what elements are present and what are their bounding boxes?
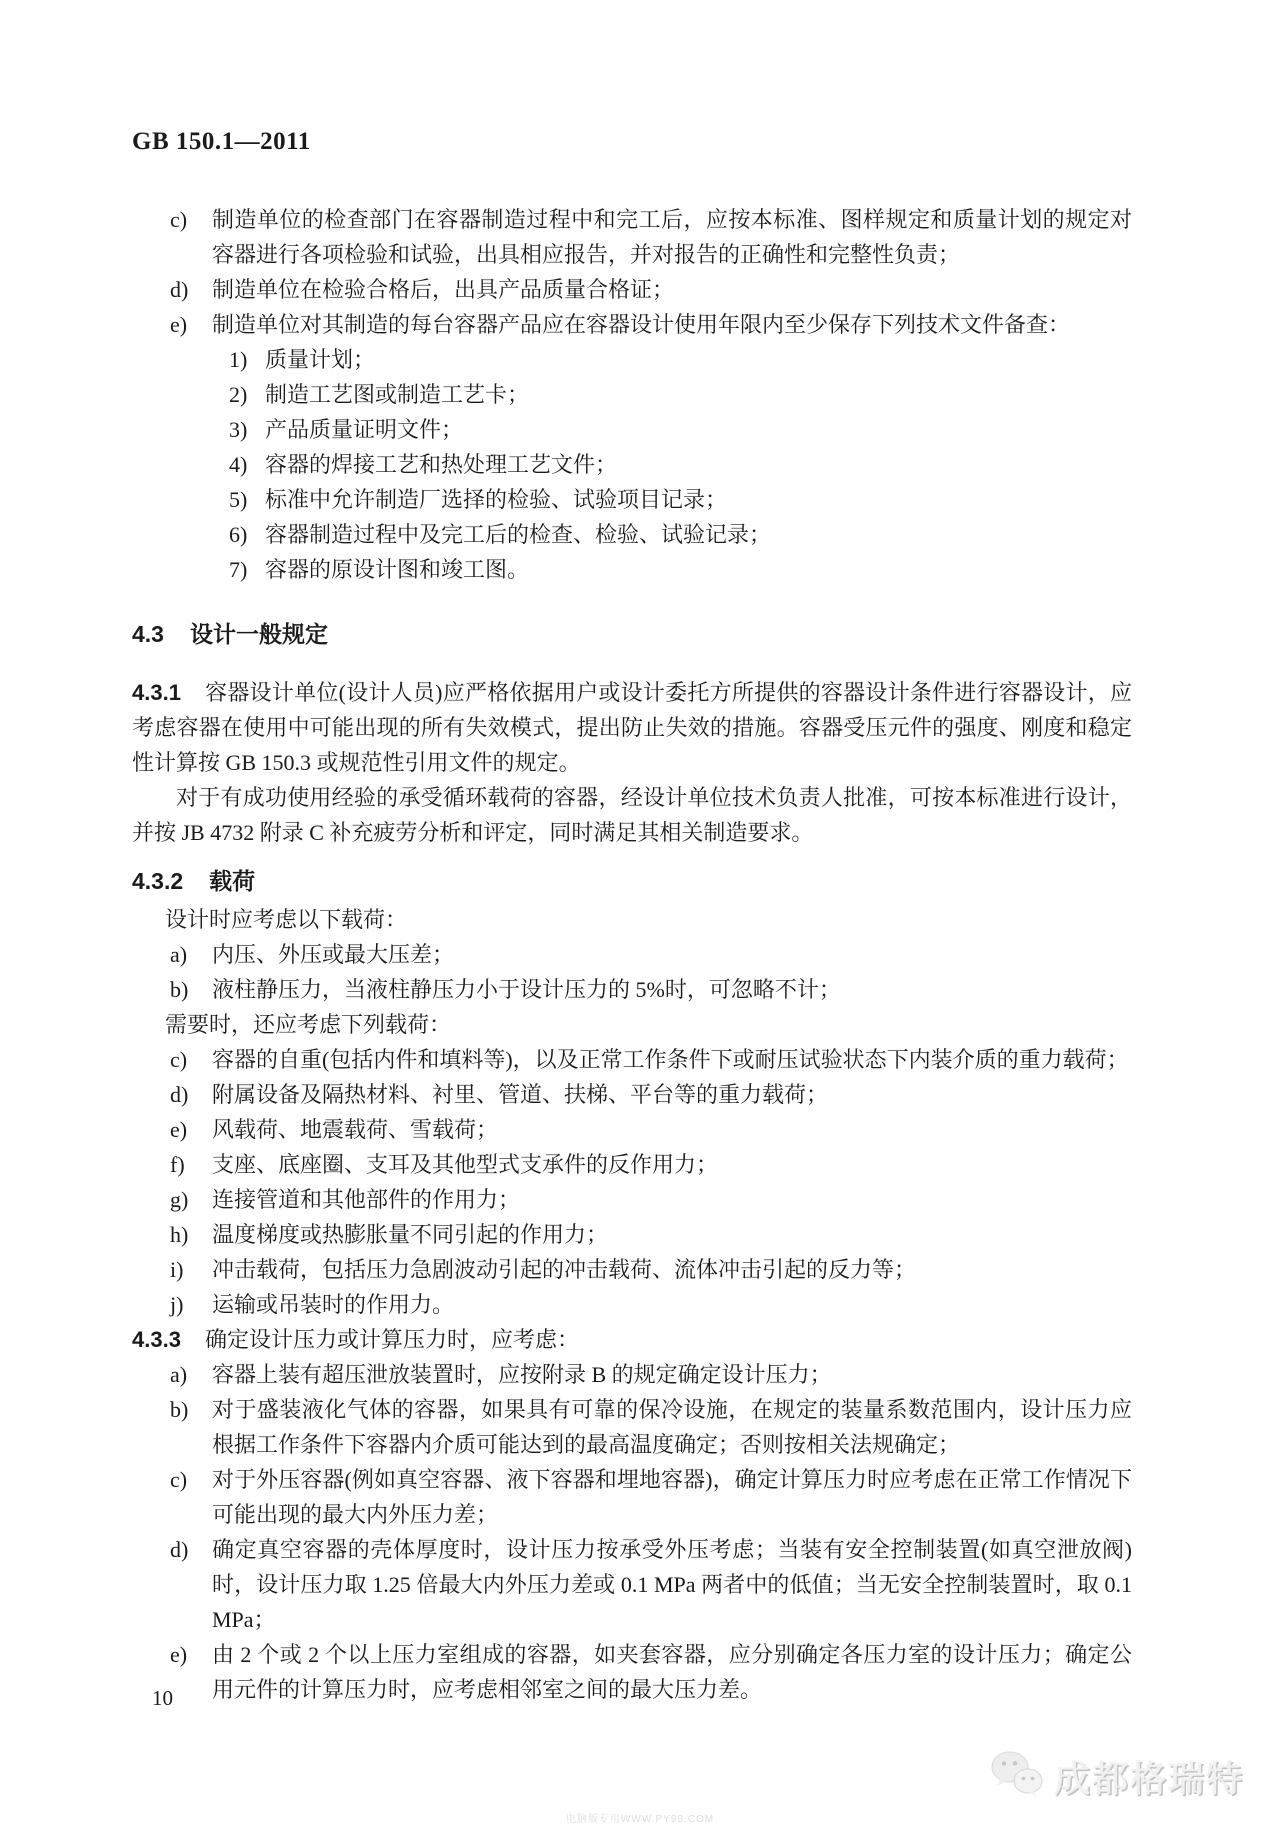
clause-title: 确定设计压力或计算压力时，应考虑：: [204, 1327, 579, 1352]
list-item-text: 对于外压容器(例如真空容器、液下容器和埋地容器)，确定计算压力时应考虑在正常工作情况下可能出现的最大内外压力差；: [212, 1467, 1132, 1527]
pressure-item-d: [132, 1532, 1132, 1637]
pressure-item-c: [132, 1462, 1132, 1532]
clause-4-3-1-paragraph-2: 对于有成功使用经验的承受循环载荷的容器，经设计单位技术负责人批准，可按本标准进行设计，并按 JB 4732 附录 C 补充疲劳分析和评定，同时满足其相关制造要求。: [132, 785, 1132, 845]
list-item-text: 容器上装有超压泄放装置时，应按附录 B 的规定确定设计压力；: [212, 1362, 832, 1387]
brand-watermark: [990, 1750, 1244, 1803]
list-item-label: e): [170, 1642, 188, 1667]
sub-item-5: [132, 482, 1132, 517]
sub-item-text: 质量计划；: [265, 347, 376, 372]
pressure-item-a: [132, 1357, 1132, 1392]
sub-item-label: 3): [229, 417, 248, 442]
sub-item-text: 容器的原设计图和竣工图。: [265, 557, 530, 582]
list-item-e: [132, 307, 1132, 342]
sub-item-label: 5): [229, 487, 248, 512]
sub-item-7: [132, 552, 1132, 587]
list-item-text: 支座、底座圈、支耳及其他型式支承件的反作用力；: [212, 1152, 719, 1177]
section-heading-4-3: [132, 619, 1132, 649]
list-item-label: e): [170, 312, 188, 337]
section-title: 设计一般规定: [189, 621, 328, 647]
sub-item-label: 4): [229, 452, 248, 477]
list-item-text: 附属设备及隔热材料、衬里、管道、扶梯、平台等的重力载荷；: [212, 1082, 829, 1107]
sub-item-text: 产品质量证明文件；: [265, 417, 464, 442]
standard-number-header: GB 150.1—2011: [132, 128, 311, 155]
list-item-label: b): [170, 977, 189, 1002]
load-item-e: [132, 1112, 1132, 1147]
pressure-item-b: [132, 1392, 1132, 1462]
clause-number: 4.3.1: [132, 680, 181, 705]
list-item-text: 确定真空容器的壳体厚度时，设计压力按承受外压考虑；当装有安全控制装置(如真空泄放阀)时，设计压力取 1.25 倍最大内外压力差或 0.1 MPa 两者中的低值；当无安全控制装置时，取 0.1 MPa；: [212, 1537, 1132, 1632]
sub-item-2: [132, 377, 1132, 412]
load-item-h: [132, 1217, 1132, 1252]
list-item-text: 制造单位在检验合格后，出具产品质量合格证；: [212, 277, 675, 302]
load-item-b: [132, 972, 1132, 1007]
sub-item-1: [132, 342, 1132, 377]
sub-item-label: 2): [229, 382, 248, 407]
list-item-text: 冲击载荷，包括压力急剧波动引起的冲击载荷、流体冲击引起的反力等；: [212, 1257, 917, 1282]
list-item-text: 内压、外压或最大压差；: [212, 942, 455, 967]
list-item-label: i): [170, 1257, 184, 1282]
micro-watermark-text: 电脑版专用WWW.PY98.COM: [565, 1814, 715, 1825]
sub-item-label: 1): [229, 347, 248, 372]
load-item-j: [132, 1287, 1132, 1322]
sub-item-6: [132, 517, 1132, 552]
sub-item-text: 容器制造过程中及完工后的检查、检验、试验记录；: [265, 522, 772, 547]
wechat-icon: [990, 1750, 1044, 1803]
sub-item-text: 容器的焊接工艺和热处理工艺文件；: [265, 452, 618, 477]
page-number: 10: [152, 1686, 173, 1710]
list-item-text: 对于盛装液化气体的容器，如果具有可靠的保冷设施，在规定的装量系数范围内，设计压力应根据工作条件下容器内介质可能达到的最高温度确定；否则按相关法规确定；: [212, 1397, 1132, 1457]
list-item-label: a): [170, 942, 188, 967]
list-item-text: 液柱静压力，当液柱静压力小于设计压力的 5%时，可忽略不计；: [212, 977, 841, 1002]
clause-4-3-3: [132, 1322, 1132, 1357]
list-item-label: d): [170, 1082, 189, 1107]
brand-watermark-text: 成都格瑞特: [1053, 1758, 1244, 1799]
sub-item-label: 6): [229, 522, 248, 547]
list-item-label: c): [170, 207, 188, 232]
section-heading-4-3-2: [132, 866, 1132, 896]
list-item-label: a): [170, 1362, 188, 1387]
list-item-label: g): [170, 1187, 189, 1212]
clause-4-3-1: [132, 675, 1132, 780]
sub-item-text: 标准中允许制造厂选择的检验、试验项目记录；: [265, 487, 728, 512]
list-item-label: b): [170, 1397, 189, 1422]
load-item-f: [132, 1147, 1132, 1182]
sub-item-text: 制造工艺图或制造工艺卡；: [265, 382, 530, 407]
list-item-text: 容器的自重(包括内件和填料等)，以及正常工作条件下或耐压试验状态下内装介质的重力载荷；: [212, 1047, 1129, 1072]
list-item-label: c): [170, 1047, 188, 1072]
list-item-label: j): [170, 1292, 184, 1317]
list-item-text: 制造单位的检查部门在容器制造过程中和完工后，应按本标准、图样规定和质量计划的规定对容器进行各项检验和试验，出具相应报告，并对报告的正确性和完整性负责；: [212, 207, 1132, 267]
section-title: 载荷: [209, 868, 256, 894]
load-item-d: [132, 1077, 1132, 1112]
sub-item-3: [132, 412, 1132, 447]
list-item-label: e): [170, 1117, 188, 1142]
list-item-c: [132, 202, 1132, 272]
sub-item-4: [132, 447, 1132, 482]
load-item-a: [132, 937, 1132, 972]
list-item-text: 制造单位对其制造的每台容器产品应在容器设计使用年限内至少保存下列技术文件备查：: [212, 312, 1071, 337]
clause-number: 4.3.3: [132, 1327, 181, 1352]
load-item-g: [132, 1182, 1132, 1217]
list-item-label: f): [170, 1152, 185, 1177]
list-item-text: 温度梯度或热膨胀量不同引起的作用力；: [212, 1222, 609, 1247]
list-item-text: 连接管道和其他部件的作用力；: [212, 1187, 521, 1212]
clause-text: 容器设计单位(设计人员)应严格依据用户或设计委托方所提供的容器设计条件进行容器设计，应考虑容器在使用中可能出现的所有失效模式，提出防止失效的措施。容器受压元件的强度、刚度和稳定性计算按 GB 150.3 或规范性引用文件的规定。: [132, 680, 1132, 775]
load-item-i: [132, 1252, 1132, 1287]
list-item-d: [132, 272, 1132, 307]
list-item-text: 风载荷、地震载荷、雪载荷；: [212, 1117, 499, 1142]
sub-item-label: 7): [229, 557, 248, 582]
section-number: 4.3: [132, 621, 164, 647]
list-item-text: 由 2 个或 2 个以上压力室组成的容器，如夹套容器，应分别确定各压力室的设计压力；确定公用元件的计算压力时，应考虑相邻室之间的最大压力差。: [212, 1642, 1132, 1702]
list-item-label: d): [170, 1537, 189, 1562]
section-number: 4.3.2: [132, 868, 184, 894]
load-item-c: [132, 1042, 1132, 1077]
list-item-label: c): [170, 1467, 188, 1492]
loads-intro: 设计时应考虑以下载荷：: [165, 907, 408, 932]
list-item-text: 运输或吊装时的作用力。: [212, 1292, 455, 1317]
list-item-label: h): [170, 1222, 189, 1247]
pressure-item-e: [132, 1637, 1132, 1707]
list-item-label: d): [170, 277, 189, 302]
loads-note: 需要时，还应考虑下列载荷：: [165, 1012, 452, 1037]
